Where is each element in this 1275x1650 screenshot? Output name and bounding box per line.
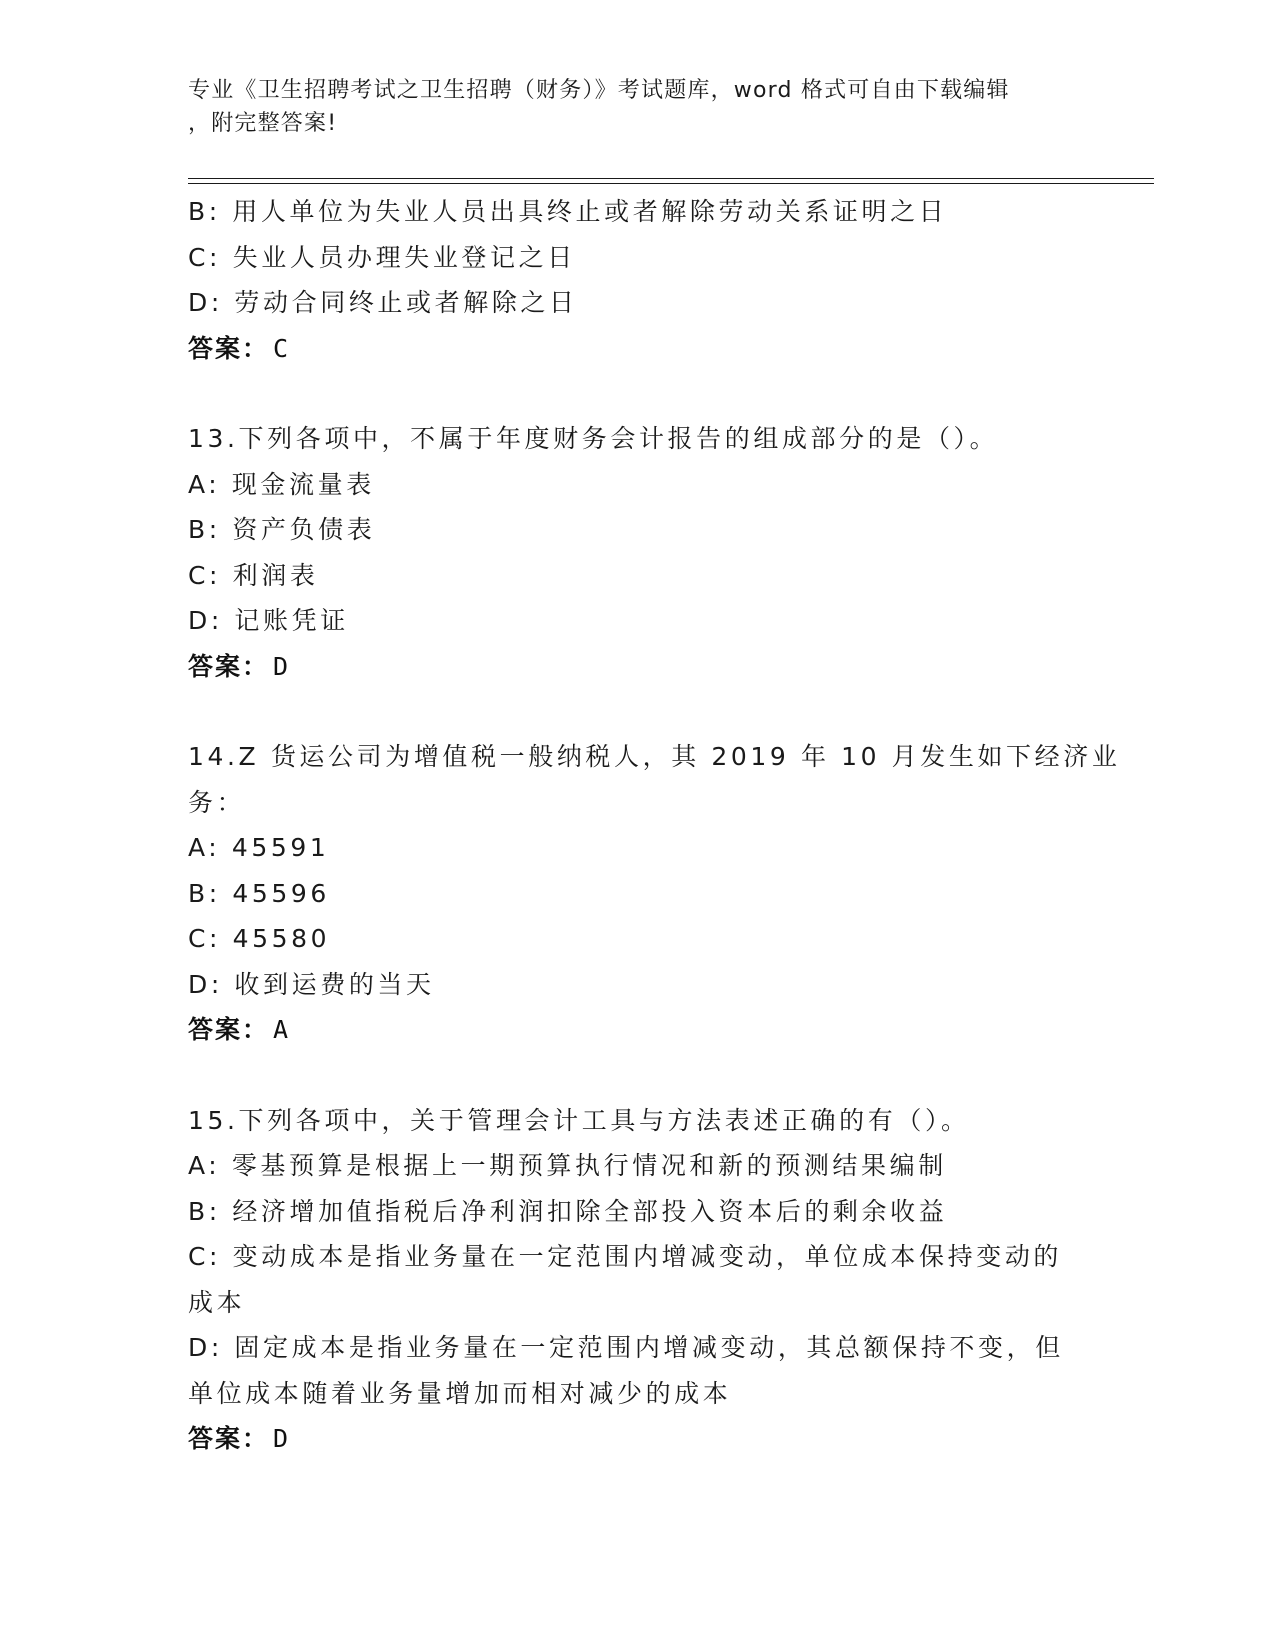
option-d: D: 记账凭证 xyxy=(188,606,349,635)
option-a: A: 零基预算是根据上一期预算执行情况和新的预测结果编制 xyxy=(188,1151,947,1180)
option-d: D: 收到运费的当天 xyxy=(188,969,435,999)
answer-value: A xyxy=(273,1015,291,1044)
answer-line xyxy=(188,644,1088,690)
answer-label: 答案： xyxy=(188,1015,270,1044)
header-rule-top xyxy=(188,178,1154,179)
option-b: B: 45596 xyxy=(188,878,330,908)
answer-value: C xyxy=(273,333,291,363)
answer-value: D xyxy=(273,651,291,681)
option-b: B: 资产负债表 xyxy=(188,515,376,544)
option-a: A: 现金流量表 xyxy=(188,469,375,499)
option-d-line-2: 单位成本随着业务量增加而相对减少的成本 xyxy=(188,1378,732,1408)
option-c: C: 失业人员办理失业登记之日 xyxy=(188,242,576,272)
answer-line xyxy=(188,1416,1088,1462)
question-stem-line-2: 务： xyxy=(188,787,246,817)
header-line-2: ，附完整答案! xyxy=(188,111,338,136)
answer-label: 答案： xyxy=(188,651,270,681)
spacer xyxy=(188,689,1088,734)
answer-label: 答案： xyxy=(188,333,270,363)
option-c-line-1: C: 变动成本是指业务量在一定范围内增减变动，单位成本保持变动的 xyxy=(188,1242,1063,1271)
answer-line xyxy=(188,1007,1088,1053)
question-12-continued xyxy=(188,189,1088,371)
option-b: B: 用人单位为失业人员出具终止或者解除劳动关系证明之日 xyxy=(188,197,948,226)
option-c-line-2: 成本 xyxy=(188,1287,246,1317)
spacer xyxy=(188,371,1088,416)
answer-line xyxy=(188,326,1088,372)
answer-label: 答案： xyxy=(188,1424,270,1453)
header-rule-bottom xyxy=(188,183,1154,184)
option-b: B: 经济增加值指税后净利润扣除全部投入资本后的剩余收益 xyxy=(188,1196,948,1226)
question-13 xyxy=(188,416,1088,689)
document-header xyxy=(188,74,1068,140)
question-stem-line-1: 14.Z 货运公司为增值税一般纳税人，其 2019 年 10 月发生如下经济业 xyxy=(188,742,1121,771)
header-line-1: 专业《卫生招聘考试之卫生招聘（财务）》考试题库，word 格式可自由下载编辑 xyxy=(188,78,1010,103)
question-stem: 13.下列各项中，不属于年度财务会计报告的组成部分的是（）。 xyxy=(188,424,999,453)
question-15 xyxy=(188,1098,1088,1462)
option-d: D: 劳动合同终止或者解除之日 xyxy=(188,288,578,317)
question-content xyxy=(188,189,1121,1462)
option-d-line-1: D: 固定成本是指业务量在一定范围内增减变动，其总额保持不变，但 xyxy=(188,1333,1064,1362)
question-stem: 15.下列各项中，关于管理会计工具与方法表述正确的有（）。 xyxy=(188,1105,970,1135)
question-14 xyxy=(188,734,1121,1053)
answer-value: D xyxy=(273,1424,291,1453)
option-c: C: 45580 xyxy=(188,924,331,953)
option-c: C: 利润表 xyxy=(188,560,319,590)
spacer xyxy=(188,1053,1088,1098)
option-a: A: 45591 xyxy=(188,833,330,862)
